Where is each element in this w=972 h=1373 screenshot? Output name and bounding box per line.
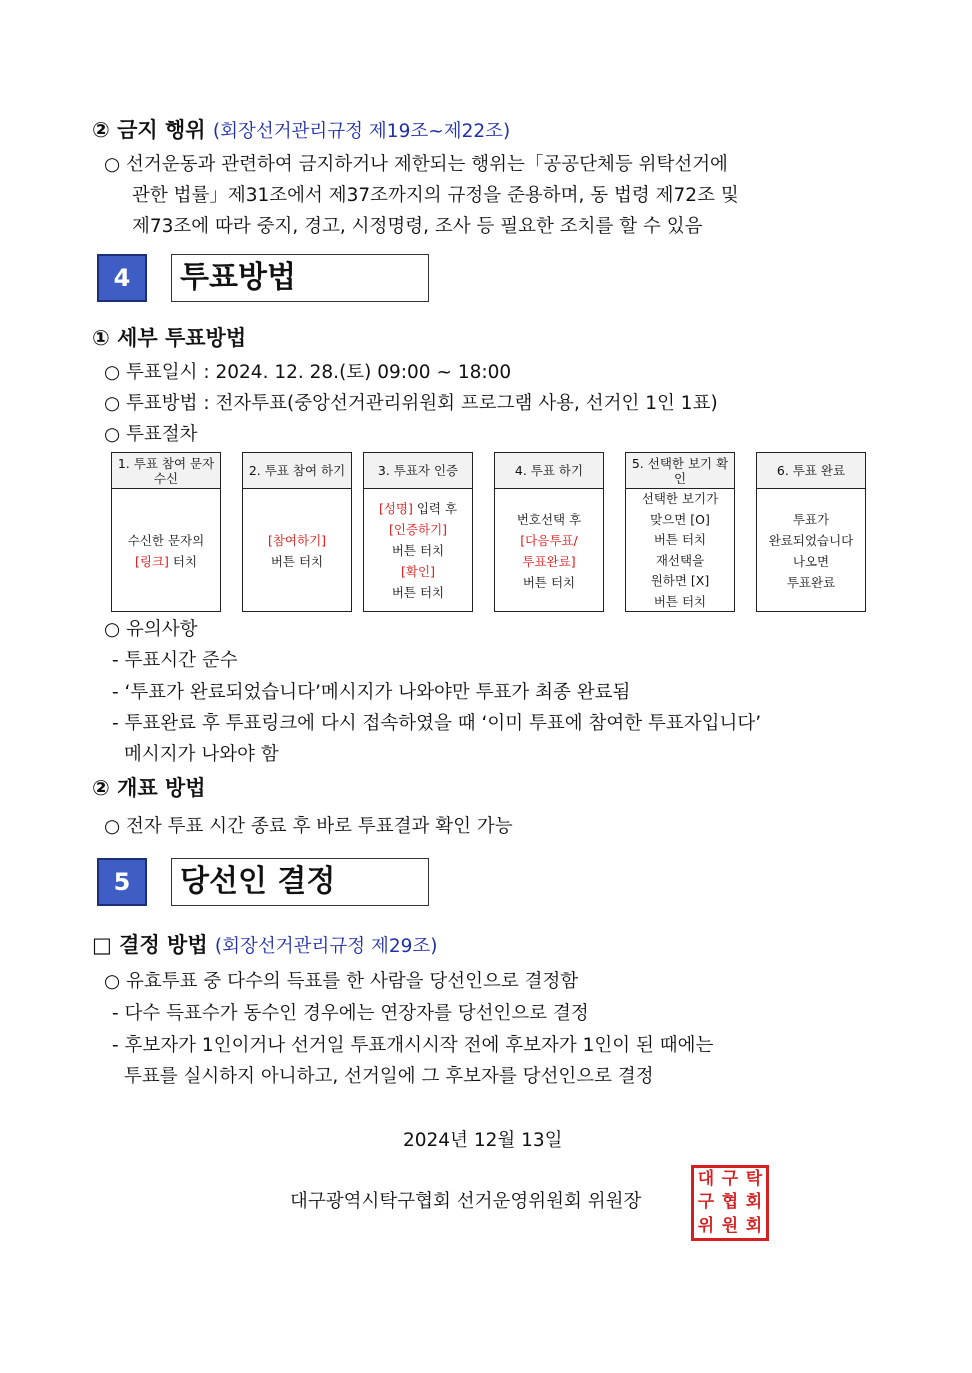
decision-line: - 후보자가 1인이거나 선거일 투표개시시작 전에 후보자가 1인이 된 때에는 bbox=[112, 1035, 714, 1056]
counting-text: ○ 전자 투표 시간 종료 후 바로 투표결과 확인 가능 bbox=[104, 816, 513, 837]
section-number-4: 4 bbox=[97, 254, 147, 302]
step-4-line: 번호선택 후 bbox=[516, 511, 582, 527]
step-6-head: 6. 투표 완료 bbox=[757, 453, 865, 489]
decision-line: - 다수 득표수가 동수인 경우에는 연장자를 당선인으로 결정 bbox=[112, 1003, 589, 1024]
decision-heading bbox=[92, 929, 438, 959]
step-1-red: [링크] bbox=[134, 553, 169, 569]
decision-ref: (회장선거관리규정 제29조) bbox=[214, 936, 438, 957]
step-3-body bbox=[364, 489, 472, 612]
step-6-line: 투표가 bbox=[792, 511, 830, 527]
step-6-line: 투표완료 bbox=[786, 574, 836, 590]
step-4-line: [다음투표/ bbox=[520, 532, 578, 548]
vote-procedure-label: ○ 투표절차 bbox=[104, 424, 198, 445]
vote-method: ○ 투표방법 : 전자투표(중앙선거관리위원회 프로그램 사용, 선거인 1인 1표) bbox=[104, 393, 718, 414]
signer-name: 대구광역시탁구협회 선거운영위원회 위원장 bbox=[290, 1191, 642, 1212]
step-box-5 bbox=[625, 452, 735, 612]
step-2-line: 버튼 터치 bbox=[270, 553, 324, 569]
prohibit-heading bbox=[92, 114, 510, 144]
step-2-body bbox=[243, 489, 351, 612]
step-3-line: 버튼 터치 bbox=[391, 585, 445, 600]
step-3-line: [확인] bbox=[401, 564, 435, 579]
step-3-line: 버튼 터치 bbox=[391, 543, 445, 558]
step-1-head: 1. 투표 참여 문자 수신 bbox=[112, 453, 220, 489]
document-date: 2024년 12월 13일 bbox=[403, 1130, 563, 1151]
section-number-5: 5 bbox=[97, 858, 147, 906]
step-5-line: 맞으면 [O] bbox=[650, 511, 710, 527]
step-box-1 bbox=[111, 452, 221, 612]
step-5-line: 재선택을 bbox=[655, 552, 705, 568]
section-title-4: 투표방법 bbox=[171, 254, 429, 302]
step-2-line: [참여하기] bbox=[267, 532, 327, 548]
step-3-line: [성명] 입력 후 bbox=[378, 501, 458, 516]
step-3-head: 3. 투표자 인증 bbox=[364, 453, 472, 489]
seal-char: 회 bbox=[745, 1192, 763, 1213]
step-2-head: 2. 투표 참여 하기 bbox=[243, 453, 351, 489]
decision-heading-text: □ 결정 방법 bbox=[92, 933, 208, 957]
step-4-line: 버튼 터치 bbox=[522, 574, 576, 590]
step-6-line: 완료되었습니다 bbox=[768, 532, 854, 548]
seal-char: 원 bbox=[721, 1215, 739, 1236]
step-3-red: [성명] bbox=[378, 501, 413, 516]
prohibit-line-2: 관한 법률」제31조에서 제37조까지의 규정을 준용하며, 동 법령 제72조 및 bbox=[132, 185, 739, 206]
seal-char: 회 bbox=[745, 1215, 763, 1236]
step-box-4 bbox=[494, 452, 604, 612]
step-5-line: 버튼 터치 bbox=[653, 532, 707, 547]
official-seal-icon bbox=[691, 1165, 769, 1241]
vote-date: ○ 투표일시 : 2024. 12. 28.(토) 09:00 ~ 18:00 bbox=[104, 362, 512, 383]
note-item: 메시지가 나와야 함 bbox=[124, 744, 279, 765]
decision-line: ○ 유효투표 중 다수의 득표를 한 사람을 당선인으로 결정함 bbox=[104, 971, 579, 992]
sub-heading-detail: ① 세부 투표방법 bbox=[92, 326, 247, 350]
step-4-body bbox=[495, 489, 603, 612]
step-5-line: 선택한 보기가 bbox=[641, 491, 719, 506]
step-6-line: 나오면 bbox=[792, 553, 830, 569]
step-6-body bbox=[757, 489, 865, 612]
step-1-line: 수신한 문자의 bbox=[127, 532, 205, 548]
notes-title: ○ 유의사항 bbox=[104, 619, 198, 640]
prohibit-line-3: 제73조에 따라 중지, 경고, 시정명령, 조사 등 필요한 조치를 할 수 있음 bbox=[132, 216, 703, 237]
step-4-line: 투표완료] bbox=[522, 553, 576, 569]
step-5-line: 버튼 터치 bbox=[653, 593, 707, 609]
step-5-head: 5. 선택한 보기 확인 bbox=[626, 453, 734, 489]
step-box-3 bbox=[363, 452, 473, 612]
prohibit-heading-text: ② 금지 행위 bbox=[92, 118, 206, 142]
step-3-line: [인증하기] bbox=[388, 522, 448, 537]
note-item: - 투표시간 준수 bbox=[112, 650, 238, 671]
seal-char: 위 bbox=[697, 1215, 715, 1236]
sub-heading-counting: ② 개표 방법 bbox=[92, 776, 206, 800]
step-1-body bbox=[112, 489, 220, 612]
step-box-2 bbox=[242, 452, 352, 612]
seal-char: 대 bbox=[697, 1169, 715, 1189]
step-5-line: 원하면 [X] bbox=[650, 573, 710, 588]
seal-char: 구 bbox=[697, 1192, 715, 1213]
seal-char: 구 bbox=[721, 1169, 739, 1189]
seal-char: 탁 bbox=[745, 1169, 763, 1189]
step-1-line: [링크] 터치 bbox=[134, 553, 198, 569]
prohibit-ref: (회장선거관리규정 제19조~제22조) bbox=[212, 121, 511, 142]
section-title-5: 당선인 결정 bbox=[171, 858, 429, 906]
note-item: - ‘투표가 완료되었습니다’메시지가 나와야만 투표가 최종 완료됨 bbox=[112, 682, 631, 703]
note-item: - 투표완료 후 투표링크에 다시 접속하였을 때 ‘이미 투표에 참여한 투표자입니다’ bbox=[112, 713, 762, 734]
prohibit-line-1: ○ 선거운동과 관련하여 금지하거나 제한되는 행위는「공공단체등 위탁선거에 bbox=[104, 154, 728, 175]
step-5-body bbox=[626, 489, 734, 612]
seal-char: 협 bbox=[721, 1192, 739, 1213]
decision-line: 투표를 실시하지 아니하고, 선거일에 그 후보자를 당선인으로 결정 bbox=[124, 1066, 654, 1087]
step-box-6 bbox=[756, 452, 866, 612]
step-4-head: 4. 투표 하기 bbox=[495, 453, 603, 489]
